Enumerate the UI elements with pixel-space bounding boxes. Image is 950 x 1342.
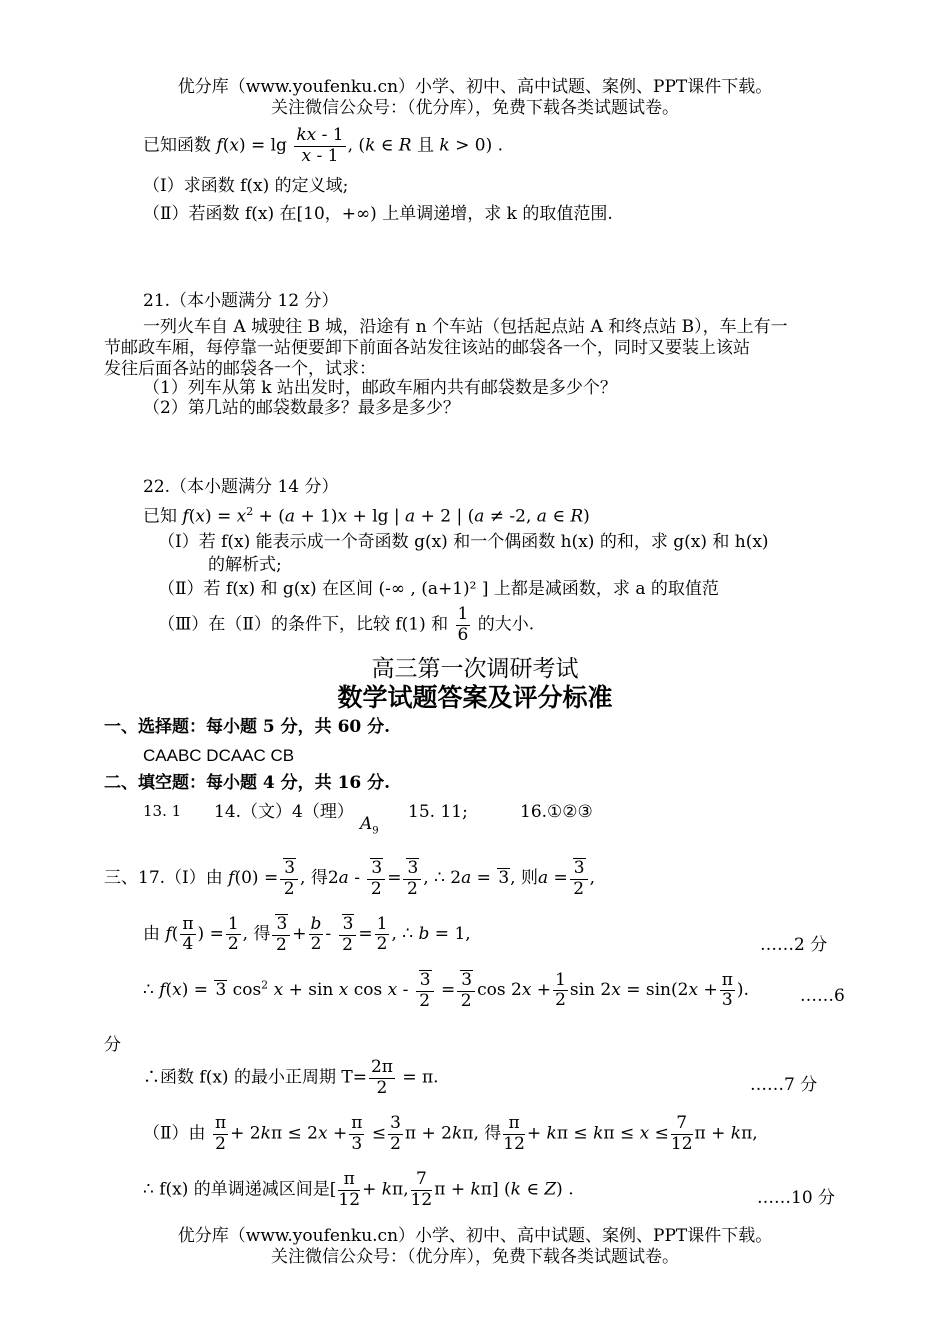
- q21-body3: 发往后面各站的邮袋各一个，试求：: [104, 359, 376, 379]
- q21-body2: 节邮政车厢，每停靠一站便要卸下前面各站发往该站的邮袋各一个，同时又要装上该站: [104, 338, 750, 358]
- answer-13: 13. 1: [143, 802, 182, 820]
- q22-part3: （Ⅲ）在（Ⅱ）的条件下，比较 f(1) 和 $\frac{1}{6}$ 的大小.: [158, 604, 535, 645]
- q22-part1a: （Ⅰ）若 f(x) 能表示成一个奇函数 g(x) 和一个偶函数 h(x) 的和，求 g(x) 和 h(x): [158, 532, 769, 552]
- q17-line1: 三、17.（Ⅰ）由 f(0) = $\frac{3}{2}$ , 得2a - $\frac{3}{2}$ = $\frac{3}{2}$ , ∴ 2a = 3, 则a = $\frac{3}{2}$ ,: [104, 858, 595, 899]
- section2-heading: 二、填空题：每小题 4 分，共 16 分.: [104, 773, 391, 793]
- points-6: ……6: [800, 986, 845, 1006]
- answer-16: 16.①②③: [520, 802, 593, 822]
- q21-q2: （2）第几站的邮袋数最多？最多是多少？: [143, 398, 460, 418]
- q20-part2: （Ⅱ）若函数 f(x) 在[10，+∞) 上单调递增，求 k 的取值范围.: [143, 204, 613, 224]
- q21-title: 21.（本小题满分 12 分）: [143, 291, 339, 311]
- q22-title: 22.（本小题满分 14 分）: [143, 477, 339, 497]
- header-line1: 优分库（www.youfenku.cn）小学、初中、高中试题、案例、PPT课件下载。: [177, 77, 773, 97]
- q17-part2: （Ⅱ）由 $\frac{\pi}{2}$ + 2kπ ≤ 2x + $\frac{\pi}{3}$ ≤ $\frac{3}{2}$ π + 2kπ, 得 $\frac{\pi}{12}$ + kπ ≤ kπ ≤ x ≤ $\frac{7}{12}$ π + kπ,: [143, 1113, 758, 1154]
- q20-part1: （Ⅰ）求函数 f(x) 的定义域;: [143, 176, 349, 196]
- answer-14: 14.（文）4（理）: [214, 802, 354, 822]
- footer-line1: 优分库（www.youfenku.cn）小学、初中、高中试题、案例、PPT课件下载。: [177, 1226, 773, 1246]
- answers-title2: 数学试题答案及评分标准: [337, 683, 613, 712]
- answer-15: 15. 11;: [408, 802, 468, 822]
- section1-answers: CAABC DCAAC CB: [143, 746, 295, 765]
- answer-14-symbol: $A_9$: [360, 814, 379, 837]
- points-6-unit: 分: [104, 1035, 121, 1055]
- q22-part2: （Ⅱ）若 f(x) 和 g(x) 在区间 (-∞ , (a+1)² ] 上都是减函数，求 a 的取值范: [158, 579, 719, 599]
- q20-stem: 已知函数 f(x) = lg $\frac{kx - 1}{x - 1}$ , (k ∈ R 且 k > 0) .: [143, 125, 504, 166]
- header-line2: 关注微信公众号：（优分库），免费下载各类试题试卷。: [271, 98, 679, 118]
- q22-stem: 已知 $f(x) = x^2 + (a + 1)x + \lg$ | a + 2 | (a ≠ -2, a ∈ R): [143, 505, 590, 527]
- points-2: ……2 分: [760, 935, 828, 955]
- answers-title1: 高三第一次调研考试: [371, 656, 579, 682]
- q17-line2: 由 f( $\frac{\pi}{4}$ ) = $\frac{1}{2}$ , 得 $\frac{3}{2}$ + $\frac{b}{2}$ - $\frac{3}{2}$ = $\frac{1}{2}$ , ∴ b = 1,: [143, 913, 471, 955]
- q22-part1b: 的解析式;: [208, 555, 282, 575]
- q17-line3: ∴ f(x) = 3 $\cos^2 x + \sin x$ cos x - $\frac{3}{2}$ = $\frac{3}{2}$ cos 2x + $\frac{1}{2}$ sin 2x = sin(2x + $\frac{\pi}{3}$ ).: [143, 969, 749, 1011]
- footer-line2: 关注微信公众号：（优分库），免费下载各类试题试卷。: [271, 1247, 679, 1267]
- points-7: ……7 分: [750, 1075, 818, 1095]
- section1-heading: 一、选择题：每小题 5 分，共 60 分.: [104, 717, 391, 737]
- points-10: ……10 分: [757, 1188, 836, 1208]
- q17-period: ∴函数 f(x) 的最小正周期 T= $\frac{2\pi}{2}$ = π.: [143, 1057, 439, 1098]
- q21-q1: （1）列车从第 k 站出发时，邮政车厢内共有邮袋数是多少个？: [143, 378, 617, 398]
- q21-body1: 一列火车自 A 城驶往 B 城，沿途有 n 个车站（包括起点站 A 和终点站 B），车上有一: [143, 317, 788, 337]
- q17-interval: ∴ f(x) 的单调递减区间是[ $\frac{\pi}{12}$ + kπ, $\frac{7}{12}$ π + kπ] (k ∈ Z) .: [143, 1169, 574, 1210]
